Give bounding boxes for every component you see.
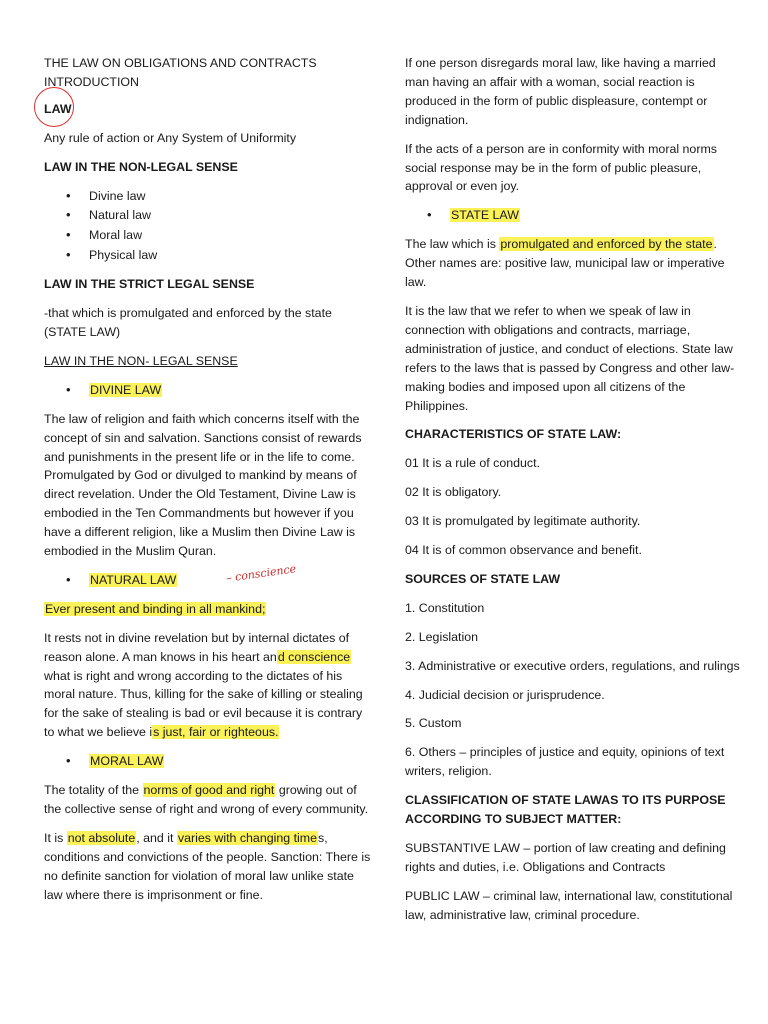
characteristic-item: 01 It is a rule of conduct. bbox=[405, 456, 540, 471]
right-column bbox=[405, 54, 740, 935]
list-item: • Physical law bbox=[44, 246, 374, 265]
non-legal-heading: LAW IN THE NON-LEGAL SENSE bbox=[44, 159, 238, 174]
source-item: 4. Judicial decision or jurisprudence. bbox=[405, 687, 605, 702]
substantive-law-text: SUBSTANTIVE LAW – portion of law creating and defining rights and duties, i.e. Obligations and Contracts bbox=[405, 841, 726, 874]
list-item: • Divine law bbox=[44, 187, 374, 206]
state-law-label: STATE LAW bbox=[451, 208, 519, 223]
source-item: 2. Legislation bbox=[405, 629, 479, 644]
moral-law-label: MORAL LAW bbox=[90, 754, 164, 769]
moral-law-bullet bbox=[44, 752, 374, 771]
divine-law-text: The law of religion and faith which concerns itself with the concept of sin and salvation. Sanctions consist of rewards and punishments in the present life or in the life to come. Promulgated by God or divulged to mankind by means of direct revelation. Under the Old Testament, Divine Law is embodied in the Ten Commandments but however if you have a different religion, like a Muslim then Divine Law is embodied in the Muslim Quran. bbox=[44, 411, 362, 559]
non-legal-heading-2: LAW IN THE NON- LEGAL SENSE bbox=[44, 353, 238, 368]
document-title: THE LAW ON OBLIGATIONS AND CONTRACTS INTRODUCTION bbox=[44, 56, 317, 89]
natural-law-text: It rests not in divine revelation but by internal dictates of reason alone. A man knows in his heart and conscience what is right and wrong according to the dictates of his moral nature. Thus, killing for the sake of killing or stealing for the sake of stealing is bad or evil because it is contrary to what we believe is just, fair or righteous. bbox=[44, 630, 363, 740]
sources-heading: SOURCES OF STATE LAW bbox=[405, 571, 561, 586]
moral-reaction-text: If one person disregards moral law, like having a married man having an affair with a woman, social reaction is produced in the form of public displeasure, contempt or indignation. bbox=[405, 56, 716, 127]
source-item: 6. Others – principles of justice and equity, opinions of text writers, religion. bbox=[405, 745, 725, 779]
red-circle-annotation bbox=[34, 87, 74, 127]
natural-law-bullet bbox=[44, 562, 374, 590]
moral-law-text-2: It is not absolute, and it varies with changing times, conditions and convictions of the people. Sanction: There is no definite sanction for violation of moral law unlike state law where there is imprisonment or fine. bbox=[44, 830, 371, 902]
natural-law-label: NATURAL LAW bbox=[90, 572, 177, 587]
characteristic-item: 04 It is of common observance and benefit. bbox=[405, 543, 642, 558]
strict-legal-text: -that which is promulgated and enforced by the state (STATE LAW) bbox=[44, 306, 332, 339]
source-item: 3. Administrative or executive orders, regulations, and rulings bbox=[405, 658, 740, 673]
handwritten-note: – conscience bbox=[225, 562, 297, 585]
source-item: 1. Constitution bbox=[405, 600, 485, 615]
divine-law-label: DIVINE LAW bbox=[90, 382, 162, 397]
law-heading: LAW bbox=[44, 100, 374, 119]
moral-law-text: The totality of the norms of good and right growing out of the collective sense of right and wrong of every community. bbox=[44, 783, 369, 816]
state-law-text-2: It is the law that we refer to when we speak of law in connection with obligations and contracts, marriage, administration of justice, and conduct of elections. State law refers to the laws that is passed by Congress and other law-making bodies and imposed upon all citizens of the Philippines. bbox=[405, 303, 735, 413]
list-item: • Moral law bbox=[44, 226, 374, 245]
classification-heading: CLASSIFICATION OF STATE LAWAS TO ITS PURPOSE ACCORDING TO SUBJECT MATTER: bbox=[405, 793, 726, 827]
state-law-text: The law which is promulgated and enforced by the state. Other names are: positive law, municipal law or imperative law. bbox=[405, 237, 725, 290]
list-item: • Natural law bbox=[44, 206, 374, 225]
state-law-bullet bbox=[405, 206, 740, 225]
characteristic-item: 02 It is obligatory. bbox=[405, 485, 502, 500]
divine-law-bullet bbox=[44, 381, 374, 400]
law-definition: Any rule of action or Any System of Uniformity bbox=[44, 130, 297, 145]
characteristics-heading: CHARACTERISTICS OF STATE LAW: bbox=[405, 427, 622, 442]
moral-conformity-text: If the acts of a person are in conformity with moral norms social response may be in the form of public pleasure, approval or even joy. bbox=[405, 141, 717, 194]
strict-legal-heading: LAW IN THE STRICT LEGAL SENSE bbox=[44, 277, 255, 292]
left-column bbox=[44, 54, 374, 915]
natural-law-highlight: Ever present and binding in all mankind; bbox=[45, 601, 266, 616]
public-law-text: PUBLIC LAW – criminal law, international law, constitutional law, administrative law, criminal procedure. bbox=[405, 888, 733, 922]
characteristic-item: 03 It is promulgated by legitimate authority. bbox=[405, 514, 641, 529]
non-legal-list bbox=[44, 187, 374, 266]
source-item: 5. Custom bbox=[405, 716, 462, 731]
